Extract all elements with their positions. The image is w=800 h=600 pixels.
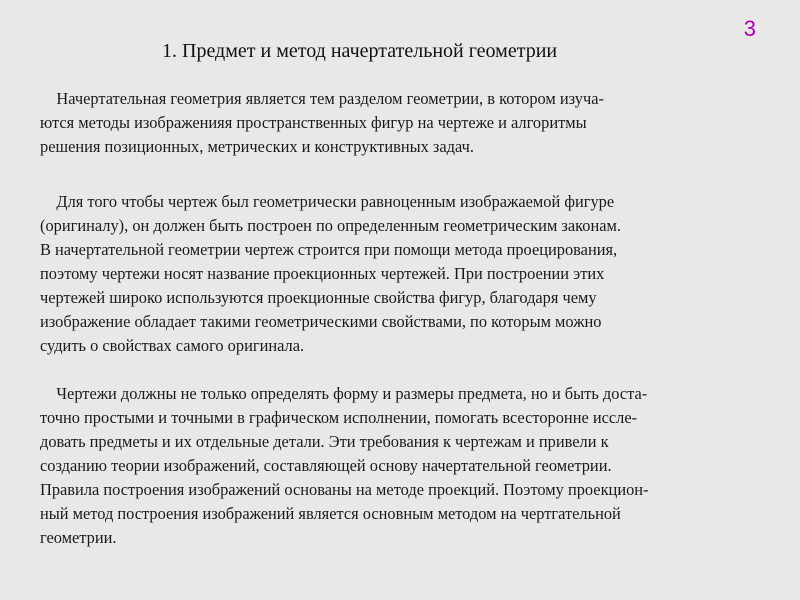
paragraph-line: (оригиналу), он должен быть построен по определенным геометрическим законам. [40,216,622,235]
paragraph-line: геометрии. [40,528,117,547]
paragraph-line: изображение обладает такими геометрическими свойствами, по которым можно [40,312,602,331]
paragraph-line: ются методы изображенияя пространственных фигур на чертеже и алгоритмы [40,113,587,132]
paragraph-line: Чертежи должны не только определять форму и размеры предмета, но и быть доста- [40,384,648,403]
paragraph-line: поэтому чертежи носят название проекционных чертежей. При построении этих [40,264,605,283]
paragraph-line: чертежей широко используются проекционные свойства фигур, благодаря чему [40,288,597,307]
paragraph-line: ный метод построения изображений является основным методом на чертгательной [40,504,621,523]
paragraph-3 [40,382,780,550]
paragraph-line: точно простыми и точными в графическом исполнении, помогать всесторонне иссле- [40,408,638,427]
paragraph-line: В начертательной геометрии чертеж строится при помощи метода проецирования, [40,240,618,259]
slide-title: 1. Предмет и метод начертательной геометрии [162,40,558,62]
paragraph-line: Начертательная геометрия является тем разделом геометрии, в котором изуча- [40,89,604,108]
page-number: 3 [743,16,756,41]
paragraph-line: довать предметы и их отдельные детали. Эти требования к чертежам и привели к [40,432,609,451]
paragraph-line: решения позиционных, метрических и конструктивных задач. [40,137,474,156]
paragraph-line: Правила построения изображений основаны на методе проекций. Поэтому проекцион- [40,480,649,499]
paragraph-2 [40,190,780,358]
paragraph-line: Для того чтобы чертеж был геометрически равноценным изображаемой фигуре [40,192,615,211]
paragraph-line: судить о свойствах самого оригинала. [40,336,305,355]
paragraph-1 [40,87,780,159]
paragraph-line: созданию теории изображений, составляющей основу начертательной геометрии. [40,456,612,475]
